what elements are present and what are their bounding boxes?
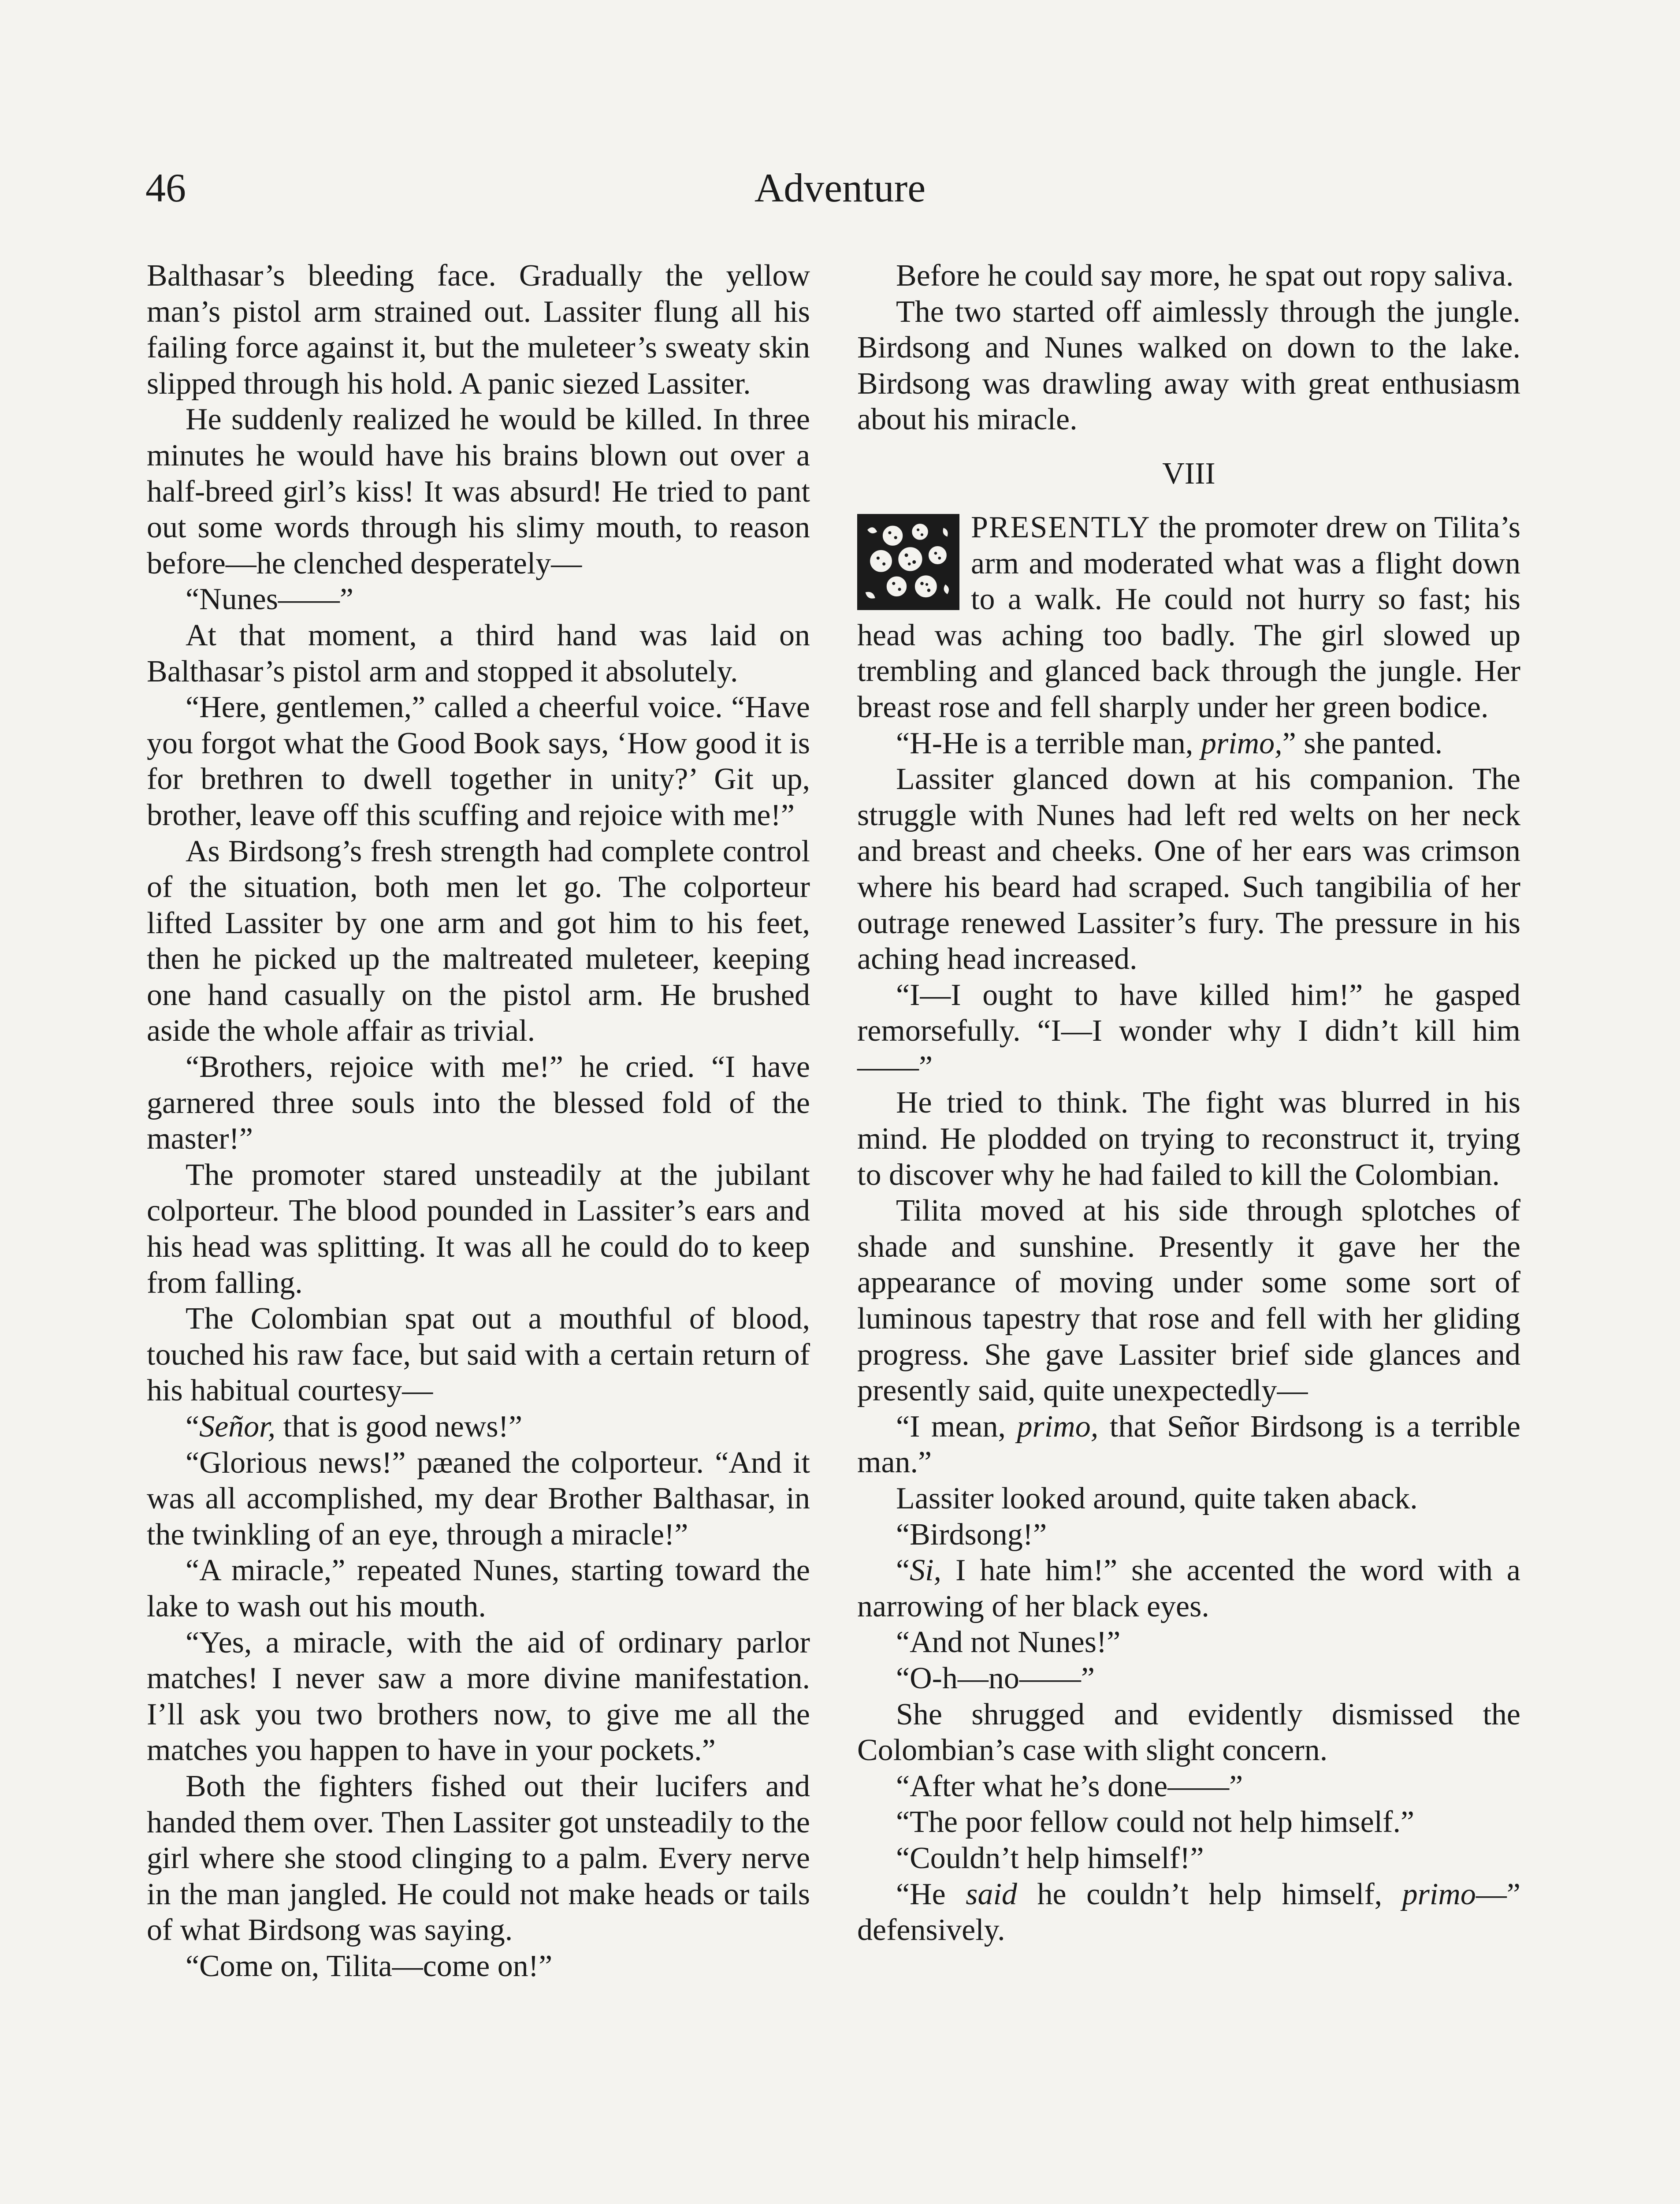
paragraph: He tried to think. The fight was blurred in his mind. He plodded on trying to reconstruct it, trying to discover why he had failed to kill the Colombian. bbox=[857, 1086, 1520, 1192]
open-quote: “ bbox=[186, 1410, 200, 1444]
italic-word: Si, bbox=[910, 1553, 942, 1588]
text-run: “I mean, bbox=[896, 1409, 1017, 1444]
paragraph: The Colombian spat out a mouthful of blood, touched his raw face, but said with a certain return of his habitual courtesy— bbox=[147, 1302, 810, 1408]
paragraph bbox=[857, 1552, 1520, 1624]
paragraph: “The poor fellow could not help himself.” bbox=[896, 1805, 1415, 1839]
paragraph: As Birdsong’s fresh strength had complete control of the situation, both men let go. The colporteur lifted Lassiter by one arm and got him to his feet, then he picked up the maltreated muleteer, keeping one hand casually on the pistol arm. He brushed aside the whole affair as trivial. bbox=[147, 834, 810, 1048]
text-run: that Señor Birdsong is a terrible man.” bbox=[857, 1409, 1520, 1480]
magazine-title: Adventure bbox=[754, 165, 926, 210]
page-number: 46 bbox=[145, 165, 186, 210]
paragraph: Tilita moved at his side through splotches of shade and sunshine. Presently it gave her the appearance of moving under some some sort of luminous tapestry that rose and fell with her gliding progress. She gave Lassiter brief side glances and presently said, quite unexpectedly— bbox=[857, 1194, 1520, 1408]
paragraph: “I—I ought to have killed him!” he gasped remorsefully. “I—I wonder why I didn’t kill him——” bbox=[857, 978, 1520, 1084]
text-run: “H-He is a terrible man, bbox=[896, 726, 1201, 760]
paragraph: “A miracle,” repeated Nunes, starting toward the lake to wash out his mouth. bbox=[147, 1553, 810, 1623]
italic-word: said bbox=[966, 1877, 1017, 1911]
paragraph bbox=[857, 1409, 1520, 1481]
paragraph: “Nunes——” bbox=[186, 582, 354, 617]
paragraph: “Birdsong!” bbox=[896, 1517, 1047, 1552]
paragraph: “Here, gentlemen,” called a cheerful voice. “Have you forgot what the Good Book says, ‘How good it is for brethren to dwell together in unity?’ Git up, brother, leave off this scuffing and rejoice with me!” bbox=[147, 690, 810, 832]
paragraph: Balthasar’s bleeding face. Gradually the yellow man’s pistol arm strained out. Lassiter flung all his failing force against it, but the muleteer’s sweaty skin slipped through his hold. A panic siezed Lassiter. bbox=[147, 259, 810, 401]
ornamental-flowers-icon bbox=[857, 514, 959, 610]
italic-word: primo bbox=[1402, 1877, 1476, 1911]
paragraph: Lassiter looked around, quite taken aback. bbox=[896, 1482, 1418, 1515]
paragraph: At that moment, a third hand was laid on Balthasar’s pistol arm and stopped it absolutely. bbox=[147, 618, 810, 689]
italic-word: Señor, bbox=[199, 1410, 276, 1444]
paragraph: “And not Nunes!” bbox=[896, 1625, 1121, 1660]
text-run: that is good news!” bbox=[275, 1410, 523, 1444]
paragraph bbox=[857, 726, 1520, 762]
text-run: —” defensively. bbox=[857, 1877, 1520, 1947]
left-column bbox=[147, 258, 810, 1984]
paragraph: The two started off aimlessly through the jungle. Birdsong and Nunes walked on down to the lake. Birdsong was drawling away with great enthusiasm about his miracle. bbox=[857, 294, 1520, 437]
lead-word: PRESENTLY bbox=[971, 510, 1151, 544]
text-run: “ bbox=[896, 1553, 910, 1588]
paragraph: Both the fighters fished out their lucifers and handed them over. Then Lassiter got unsteadily to the girl where she stood clinging to a palm. Every nerve in the man jangled. He could not make heads or tails of what Birdsong was saying. bbox=[147, 1769, 810, 1947]
text-run: “He bbox=[896, 1877, 966, 1911]
text-run: I hate him!” she accented the word with a narrowing of her black eyes. bbox=[857, 1553, 1520, 1623]
paragraph: “Glorious news!” pæaned the colporteur. “And it was all accomplished, my dear Brother Balthasar, in the twinkling of an eye, through a miracle!” bbox=[147, 1445, 810, 1552]
paragraph: Before he could say more, he spat out ropy saliva. bbox=[896, 259, 1514, 293]
italic-word: primo, bbox=[1201, 726, 1282, 760]
paragraph: “After what he’s done——” bbox=[896, 1769, 1243, 1803]
paragraph: The promoter stared unsteadily at the jubilant colporteur. The blood pounded in Lassiter’s ears and his head was splitting. It was all he could do to keep from falling. bbox=[147, 1158, 810, 1300]
paragraph bbox=[857, 1876, 1520, 1948]
paragraph: She shrugged and evidently dismissed the Colombian’s case with slight concern. bbox=[857, 1697, 1520, 1768]
section-heading: VIII bbox=[1162, 456, 1215, 491]
paragraph: “Couldn’t help himself!” bbox=[896, 1841, 1204, 1875]
text-run: the promoter drew on Tilita’s arm and moderated what was a flight down to a walk. He could not hurry so fast; his head was aching too badly. The girl slowed up trembling and glanced back through the jungle. Her breast rose and fell sharply under her green bodice. bbox=[857, 510, 1520, 724]
italic-word: primo, bbox=[1017, 1409, 1099, 1444]
paragraph: “Yes, a miracle, with the aid of ordinary parlor matches! I never saw a more divine manifestation. I’ll ask you two brothers now, to give me all the matches you happen to have in your pockets.” bbox=[147, 1625, 810, 1768]
paragraph: “Brothers, rejoice with me!” he cried. “I have garnered three souls into the blessed fold of the master!” bbox=[147, 1050, 810, 1156]
text-run: he couldn’t help himself, bbox=[1017, 1877, 1402, 1911]
paragraph: He suddenly realized he would be killed. In three minutes he would have his brains blown out over a half-breed girl’s kiss! It was absurd! He tried to pant out some words through his slimy mouth, to reason before—he clenched desperately— bbox=[147, 402, 810, 581]
paragraph: “Come on, Tilita—come on!” bbox=[186, 1949, 553, 1983]
text-run: ” she panted. bbox=[1282, 726, 1443, 760]
paragraph: Lassiter glanced down at his companion. The struggle with Nunes had left red welts on her neck and breast and cheeks. One of her ears was crimson where his beard had scraped. Such tangibilia of her outrage renewed Lassiter’s fury. The pressure in his aching head increased. bbox=[857, 762, 1520, 976]
paragraph bbox=[147, 1409, 810, 1445]
paragraph: “O-h—no——” bbox=[896, 1661, 1095, 1695]
right-column bbox=[857, 258, 1520, 1948]
dropcap-paragraph bbox=[857, 510, 1520, 726]
